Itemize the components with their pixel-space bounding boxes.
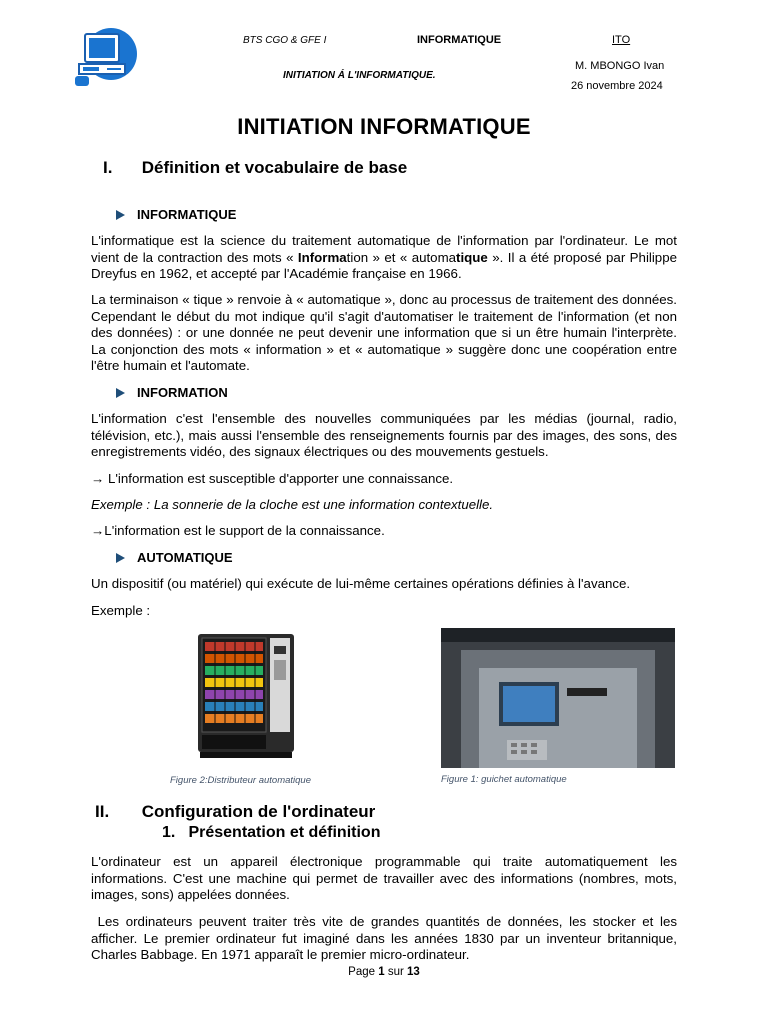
page-title: INITIATION INFORMATIQUE	[237, 114, 531, 139]
subheading-informatique	[116, 207, 236, 222]
subheading-label: INFORMATIQUE	[137, 207, 237, 222]
subheading-label: AUTOMATIQUE	[137, 550, 233, 565]
triangle-bullet-icon	[116, 553, 125, 563]
computer-logo-icon	[73, 24, 137, 88]
paragraph-informatique-definition	[91, 233, 677, 283]
header-subject: INFORMATIQUE	[417, 34, 502, 46]
bold-text: Informa	[297, 249, 347, 265]
text: L'informatique est la science du traitement automatique de l'information par l'ordinateur. Le mot vient de la contraction des mots «	[91, 233, 677, 265]
section-1-title: Définition et vocabulaire de base	[141, 158, 408, 177]
paragraph-information-support: →L'information est le support de la connaissance.	[91, 523, 385, 538]
header-code: ITO	[612, 34, 631, 46]
subsection-1-title: Présentation et définition	[188, 824, 381, 841]
section-2-title: Configuration de l'ordinateur	[141, 802, 376, 821]
paragraph-ordinateur-history: Les ordinateurs peuvent traiter très vite de grandes quantités de données, les stocker et les afficher. Le premier ordinateur fut imaginé dans les années 1830 par un inventeur britannique, Charles Babbage. En 1971 apparaît le premier micro-ordinateur.	[91, 914, 681, 963]
paragraph-information-definition: L'information c'est l'ensemble des nouvelles communiquées par les médias (journal, radio, télévision, etc.), mais aussi l'ensemble des renseignements fournis par des images, des sons, des enregistrements vidéo, des signaux électriques ou des mouvements gestuels.	[91, 411, 677, 460]
subsection-1-number: 1.	[162, 824, 176, 841]
page-footer	[0, 966, 768, 978]
bold-text: tique	[456, 249, 488, 265]
header-date: 26 novembre 2024	[571, 80, 663, 92]
subheading-information	[116, 385, 228, 400]
paragraph-example-cloche: Exemple : La sonnerie de la cloche est une information contextuelle.	[91, 497, 494, 512]
header-teacher: M. MBONGO Ivan	[575, 60, 665, 72]
section-2-heading	[95, 802, 375, 822]
footer-of-word: sur	[387, 966, 404, 978]
section-1-number: I.	[103, 158, 113, 177]
header-topic: INITIATION Á L'INFORMATIQUE.	[283, 70, 436, 81]
paragraph-terminaison: La terminaison « tique » renvoie à « automatique », donc au processus de traitement des données. Cependant le début du mot indique qu'il s'agit d'automatiser le traitement de l'information (et non des données) : or une donnée ne peut devenir une information que si un être humain l'interprète. La conjonction des mots « information » et « automatique » suggère donc une coopération entre l'être humain et l'automate.	[91, 292, 677, 374]
text: ». Il a été proposé par Philippe Dreyfus en 1962, et accepté par l'Académie française en 1966.	[91, 249, 677, 282]
footer-page-number: 1	[378, 966, 385, 978]
section-2-number: II.	[95, 802, 110, 821]
footer-total-pages: 13	[407, 966, 420, 978]
header-course: BTS CGO & GFE I	[243, 35, 327, 46]
triangle-bullet-icon	[116, 388, 125, 398]
triangle-bullet-icon	[116, 210, 125, 220]
paragraph-example-label: Exemple :	[91, 603, 151, 618]
footer-page-word: Page	[348, 966, 376, 978]
text: tion » et « automa	[346, 249, 457, 265]
subsection-1-heading	[162, 824, 380, 842]
section-1-heading	[103, 158, 407, 178]
paragraph-automatique-definition: Un dispositif (ou matériel) qui exécute de lui-même certaines opérations définies à l'avance.	[91, 576, 631, 591]
paragraph-information-knowledge: → L'information est susceptible d'apporter une connaissance.	[91, 471, 454, 486]
subheading-automatique	[116, 550, 233, 565]
subheading-label: INFORMATION	[137, 385, 228, 400]
figure-2-caption: Figure 2:Distributeur automatique	[170, 775, 311, 786]
figure-1-caption: Figure 1: guichet automatique	[441, 774, 567, 785]
vending-machine-image	[196, 632, 296, 760]
paragraph-ordinateur-definition: L'ordinateur est un appareil électronique programmable qui traite automatiquement les informations. C'est une machine qui permet de travailler avec des informations (nombres, mots, images, sons) appelées données.	[91, 854, 677, 903]
atm-image	[441, 628, 675, 768]
